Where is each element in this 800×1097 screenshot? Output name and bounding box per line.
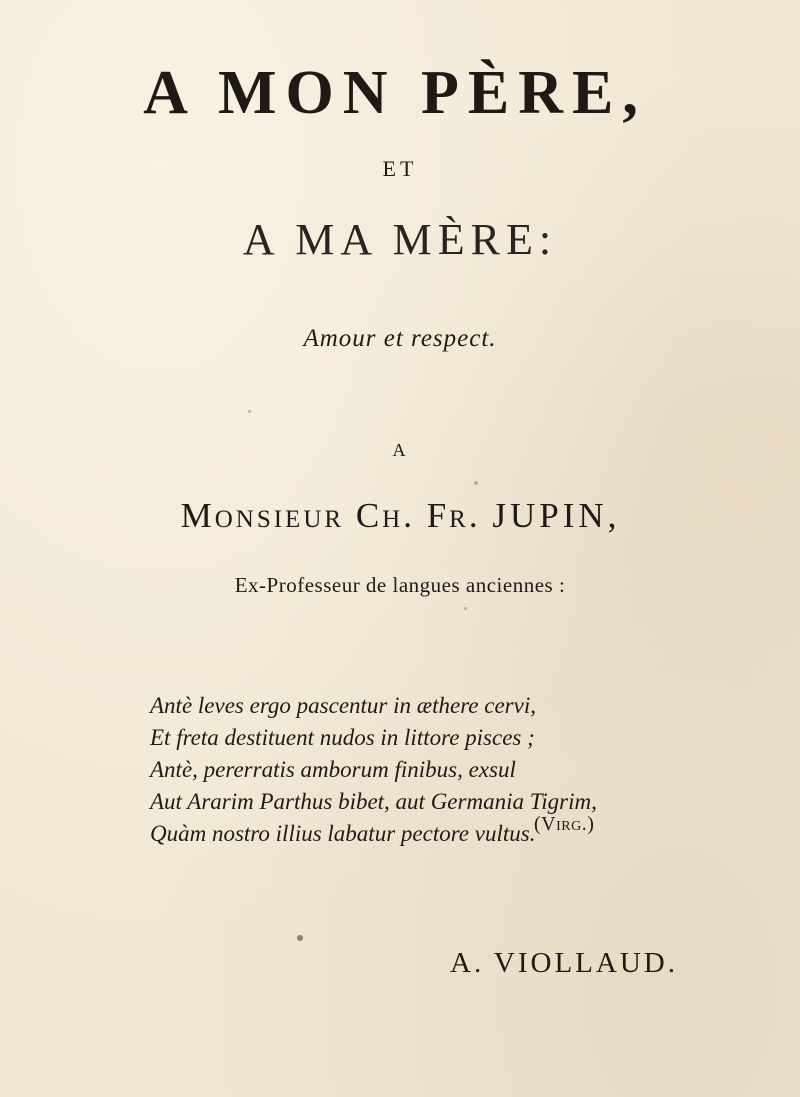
paper-speck xyxy=(248,410,251,413)
epigraph-line: Aut Ararim Parthus bibet, aut Germania Tigrim, xyxy=(150,789,597,814)
motto: Amour et respect. xyxy=(303,325,497,352)
conjunction-et: ET xyxy=(382,156,418,181)
title-to-father: A MON PÈRE, xyxy=(143,59,647,127)
dedicatee-honorific: Monsieur xyxy=(180,496,345,535)
epigraph-line: Et freta destituent nudos in littore pisces ; xyxy=(150,725,535,750)
epigraph-line: Antè leves ergo pascentur in æthere cervi, xyxy=(150,693,536,718)
paper-speck xyxy=(464,607,467,610)
dedicatee-surname: JUPIN xyxy=(492,496,608,535)
title-to-mother: A MA MÈRE: xyxy=(242,215,558,264)
epigraph-source: (Virg.) xyxy=(534,813,595,835)
dedicatee-initials: Ch. Fr. xyxy=(355,496,481,535)
epigraph-line: Quàm nostro illius labatur pectore vultus. xyxy=(150,821,536,846)
epigraph-line: Antè, pererratis amborum finibus, exsul xyxy=(150,757,516,782)
dedicatee-trailing-punct: , xyxy=(607,496,620,535)
dedicatee-name xyxy=(0,498,800,533)
paper-speck xyxy=(297,935,303,941)
paper-speck xyxy=(474,481,478,485)
author-signature: A. VIOLLAUD. xyxy=(450,947,678,979)
dedicatee-title: Ex-Professeur de langues anciennes : xyxy=(234,573,566,597)
epigraph xyxy=(150,690,597,850)
dedication-prefix: A xyxy=(392,440,408,460)
